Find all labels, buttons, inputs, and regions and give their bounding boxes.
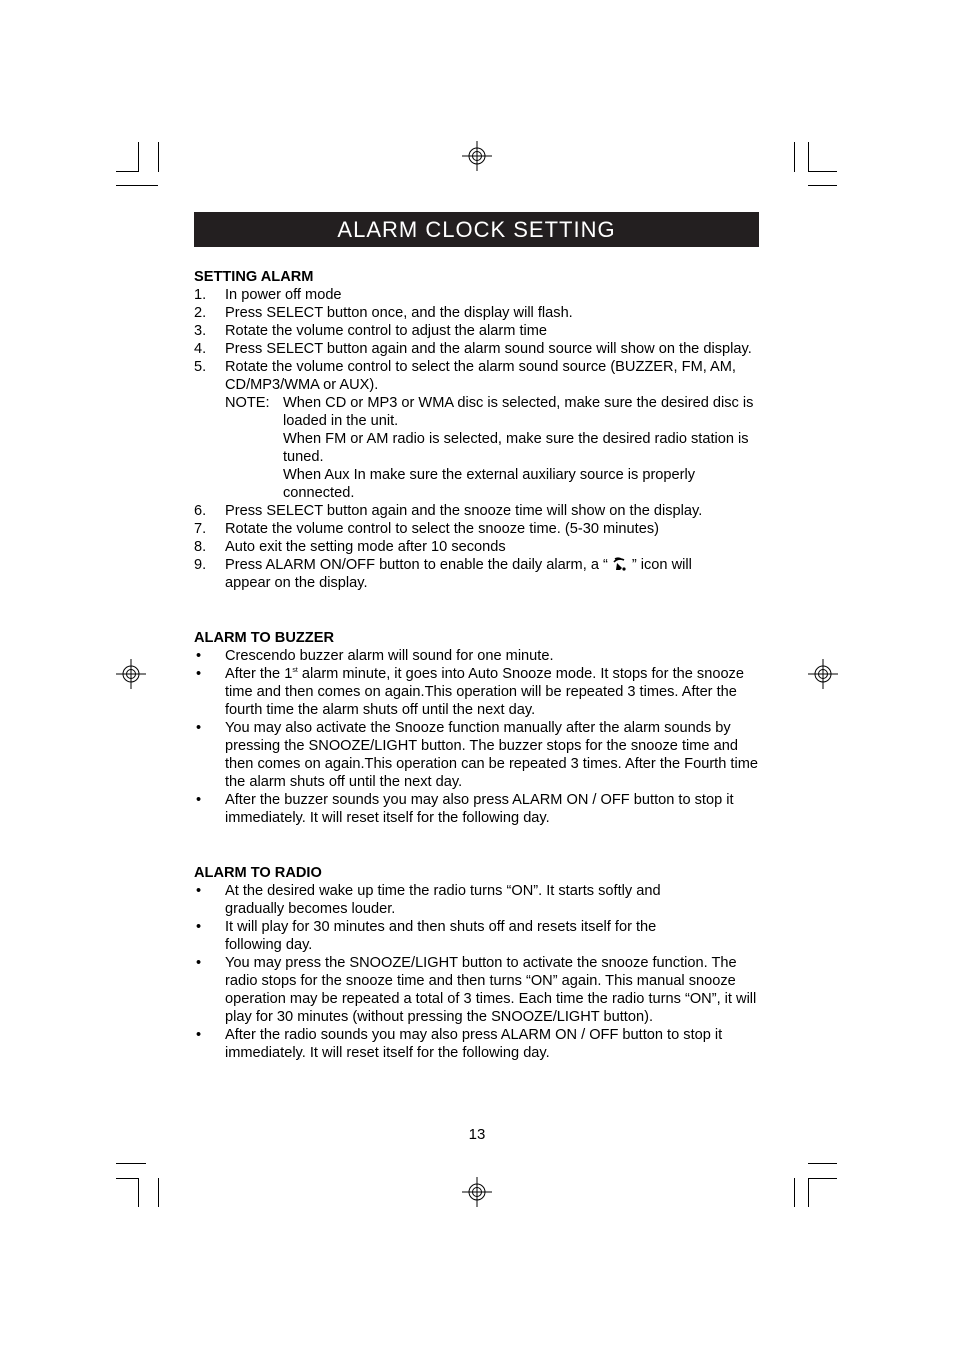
crop-mark	[138, 1178, 139, 1207]
list-item: 1. In power off mode	[194, 287, 342, 303]
list-item: • It will play for 30 minutes and then shuts off and resets itself for the following day.	[196, 919, 657, 953]
crop-mark	[116, 171, 139, 172]
note-text: When FM or AM radio is selected, make sure the desired radio station is tuned.	[283, 431, 749, 465]
list-item: • At the desired wake up time the radio turns “ON”. It starts softly and gradually becomes louder.	[196, 883, 661, 917]
crop-mark	[158, 1178, 159, 1207]
page-title: ALARM CLOCK SETTING	[194, 212, 759, 247]
list-item: 9. Press ALARM ON/OFF button to enable the daily alarm, a “ ” icon will appear on the display.	[194, 557, 692, 591]
crop-mark	[808, 142, 809, 172]
list-item: • After the 1st alarm minute, it goes into Auto Snooze mode. It stops for the snooze time and then comes on again.This operation will be repeated 3 times. After the fourth time the alarm shuts off until the next day.	[196, 666, 744, 718]
registration-mark-icon	[808, 659, 838, 689]
note-text: When CD or MP3 or WMA disc is selected, make sure the desired disc is loaded in the unit.	[283, 395, 754, 429]
list-item: 2. Press SELECT button once, and the display will flash.	[194, 305, 573, 321]
crop-mark	[794, 142, 795, 172]
note-label: NOTE:	[225, 395, 270, 411]
registration-mark-icon	[462, 141, 492, 171]
crop-mark	[116, 1163, 146, 1164]
note-text: When Aux In make sure the external auxiliary source is properly connected.	[283, 467, 696, 501]
crop-mark	[808, 1178, 809, 1207]
note-block	[194, 394, 769, 502]
list-item: 3. Rotate the volume control to adjust the alarm time	[194, 323, 548, 339]
crop-mark	[794, 1178, 795, 1207]
crop-mark	[808, 1163, 837, 1164]
list-item: • You may press the SNOOZE/LIGHT button to activate the snooze function. The radio stops for the snooze time and then turns “ON” again. This manual snooze operation may be repeated a total of 3 times. Each time the radio turns “ON”, it will play for 30 minutes (without pressing the SNOOZE/LIGHT button).	[196, 955, 757, 1025]
list-item: 5. Rotate the volume control to select the alarm sound source (BUZZER, FM, AM, CD/MP3/WMA or AUX).	[194, 359, 736, 393]
crop-mark	[116, 1178, 139, 1179]
list-item: • After the radio sounds you may also press ALARM ON / OFF button to stop it immediately. It will reset itself for the following day.	[196, 1027, 723, 1061]
crop-mark	[808, 1178, 837, 1179]
section-heading-alarm-buzzer: ALARM TO BUZZER	[194, 630, 334, 646]
section-heading-setting-alarm: SETTING ALARM	[194, 269, 314, 285]
registration-mark-icon	[116, 659, 146, 689]
list-item: • You may also activate the Snooze function manually after the alarm sounds by pressing the SNOOZE/LIGHT button. The buzzer stops for the snooze time and then comes on again.This operation can be repeated 3 times. After the Fourth time the alarm shuts off until the next day.	[196, 720, 758, 790]
crop-mark	[138, 142, 139, 172]
crop-mark	[808, 185, 837, 186]
registration-mark-icon	[462, 1177, 492, 1207]
list-item: 8. Auto exit the setting mode after 10 seconds	[194, 539, 506, 555]
section-heading-alarm-radio: ALARM TO RADIO	[194, 865, 322, 881]
crop-mark	[116, 185, 158, 186]
crop-mark	[808, 171, 837, 172]
list-item: • After the buzzer sounds you may also press ALARM ON / OFF button to stop it immediately. It will reset itself for the following day.	[196, 792, 734, 826]
list-item: 4. Press SELECT button again and the alarm sound source will show on the display.	[194, 341, 752, 357]
manual-content	[194, 268, 769, 1062]
page-number: 13	[468, 1126, 486, 1143]
list-item: 7. Rotate the volume control to select the snooze time. (5-30 minutes)	[194, 521, 659, 537]
alarm-bell-icon	[611, 556, 629, 572]
list-item: 6. Press SELECT button again and the snooze time will show on the display.	[194, 503, 703, 519]
list-item: • Crescendo buzzer alarm will sound for one minute.	[196, 648, 554, 664]
crop-mark	[158, 142, 159, 172]
